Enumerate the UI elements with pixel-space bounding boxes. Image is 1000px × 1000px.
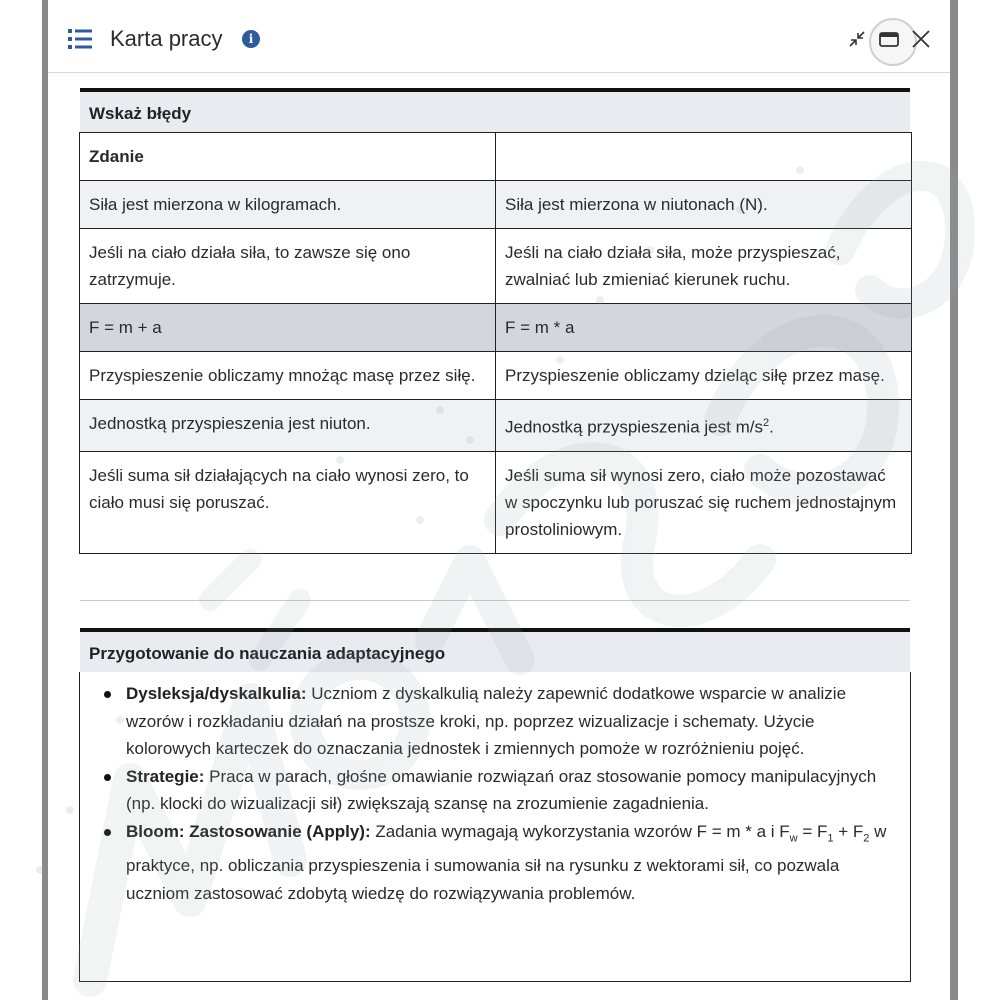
adaptive-list — [126, 680, 890, 907]
correct-statement: Jeśli na ciało działa siła, może przyspieszać, zwalniać lub zmieniać kierunek ruchu. — [496, 229, 912, 304]
item-text: = F — [797, 821, 828, 841]
correct-statement: Siła jest mierzona w niutonach (N). — [496, 181, 912, 229]
item-label: Strategie: — [126, 766, 205, 786]
subscript: 1 — [827, 831, 834, 844]
superscript: 2 — [762, 417, 770, 429]
section-divider — [80, 600, 910, 601]
adaptive-heading: Przygotowanie do nauczania adaptacyjnego — [80, 628, 910, 672]
correct-statement: Przyspieszenie obliczamy dzieląc siłę przez masę. — [496, 352, 912, 400]
table-row — [80, 304, 912, 352]
correct-statement: F = m * a — [496, 304, 912, 352]
item-label: Bloom: Zastosowanie (Apply): — [126, 821, 371, 841]
table-row — [80, 451, 912, 553]
correct-statement-text: Jednostką przyspieszenia jest m/s — [505, 417, 763, 437]
info-icon[interactable]: i — [242, 30, 260, 48]
list-icon[interactable] — [68, 28, 92, 50]
correct-statement — [496, 400, 912, 452]
subscript: 2 — [863, 831, 870, 844]
adaptive-box — [79, 672, 911, 982]
wrong-statement: Siła jest mierzona w kilogramach. — [80, 181, 496, 229]
list-item — [126, 763, 890, 818]
errors-section — [80, 88, 910, 554]
table-row — [80, 229, 912, 304]
item-text: Uczniom z dyskalkulią należy zapewnić dodatkowe wsparcie w analizie wzorów i rozkładaniu działań na prostsze kroki, np. poprzez wizualizacje i schematy. Użycie kolorowych karteczek do oznaczania jednostek i zmiennych pomoże w rozróżnieniu pojęć. — [126, 684, 847, 758]
bullet — [104, 829, 111, 836]
wrong-statement: Jeśli na ciało działa siła, to zawsze się ono zatrzymuje. — [80, 229, 496, 304]
table-row — [80, 400, 912, 452]
errors-table — [79, 132, 912, 554]
window-icon[interactable] — [876, 26, 902, 52]
wrong-statement: Jeśli suma sił działających na ciało wynosi zero, to ciało musi się poruszać. — [80, 451, 496, 553]
table-header-cell — [496, 133, 912, 181]
wrong-statement: Przyspieszenie obliczamy mnożąc masę przez siłę. — [80, 352, 496, 400]
item-text: Zadania wymagają wykorzystania wzorów F = m * a i F — [370, 821, 790, 841]
item-text: w praktyce, np. obliczania przyspieszenia i sumowania sił na rysunku z wektorami sił, co pozwala uczniom zastosować zdobytą wiedzę do rozwiązywania problemów. — [126, 821, 887, 903]
correct-statement-tail: . — [769, 417, 774, 437]
modal-header — [48, 4, 950, 73]
bullet — [104, 691, 111, 698]
list-item — [126, 818, 890, 908]
item-text: Praca w parach, głośne omawianie rozwiązań oraz stosowanie pomocy manipulacyjnych (np. klocki do wizualizacji sił) zwiększają szansę na zrozumienie zagadnienia. — [126, 766, 877, 813]
correct-statement: Jeśli suma sił wynosi zero, ciało może pozostawać w spoczynku lub poruszać się ruchem jednostajnym prostoliniowym. — [496, 451, 912, 553]
errors-heading: Wskaż błędy — [80, 88, 910, 132]
wrong-statement: Jednostką przyspieszenia jest niuton. — [80, 400, 496, 452]
table-header-row — [80, 133, 912, 181]
table-row — [80, 352, 912, 400]
wrong-statement: F = m + a — [80, 304, 496, 352]
backdrop-edge-right — [950, 0, 958, 1000]
item-label: Dysleksja/dyskalkulia: — [126, 684, 307, 703]
collapse-icon[interactable] — [844, 26, 870, 52]
worksheet-modal — [48, 4, 950, 1000]
table-row — [80, 181, 912, 229]
table-header-cell: Zdanie — [80, 133, 496, 181]
bullet — [104, 774, 111, 781]
subscript: w — [789, 831, 798, 844]
item-text: + F — [833, 821, 864, 841]
close-icon[interactable] — [908, 26, 934, 52]
modal-title: Karta pracy — [110, 26, 223, 51]
adaptive-section — [80, 628, 910, 982]
list-item — [126, 680, 890, 763]
